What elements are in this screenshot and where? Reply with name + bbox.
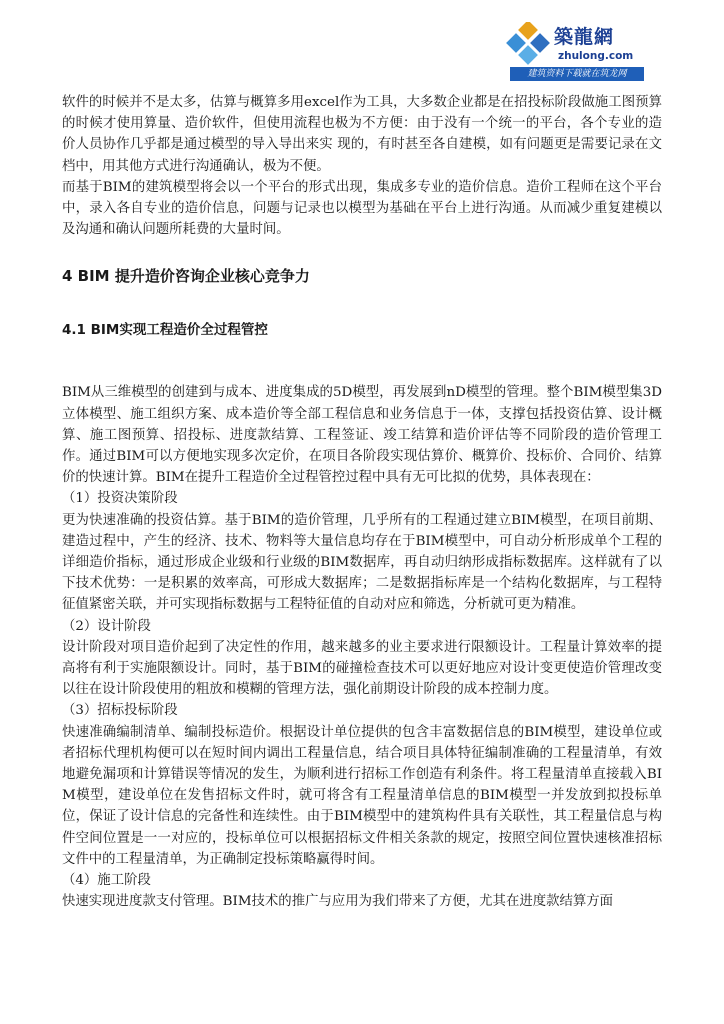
stage-text-4: 快速实现进度款支付管理。BIM技术的推广与应用为我们带来了方便，尤其在进度款结算方面 (62, 894, 614, 910)
site-logo (506, 20, 644, 84)
logo-name: 築龍網 (554, 26, 615, 48)
subsection-heading: 4.1 BIM实现工程造价全过程管控 (62, 322, 268, 339)
intro-paragraph-1: 软件的时候并不是太多，估算与概算多用excel作为工具，大多数企业都是在招投标阶段做施工图预算的时候才使用算量、造价软件，但使用流程也极为不方便：由于没有一个统一的平台，各个专业的造价人员协作几乎都是通过模型的导入导出来实 现的，有时甚至各自建模，如有问题更是需要记录在文档中，用其他方式进行沟通确认，极为不便。 (62, 95, 662, 174)
stage-text-2: 设计阶段对项目造价起到了决定性的作用，越来越多的业主要求进行限额设计。工程量计算效率的提高将有利于实施限额设计。同时，基于BIM的碰撞检查技术可以更好地应对设计变更使造价管理改变以往在设计阶段使用的粗放和模糊的管理方法，强化前期设计阶段的成本控制力度。 (62, 639, 662, 698)
stage-title-4: （4）施工阶段 (62, 873, 151, 889)
stage-title-3: （3）招标投标阶段 (62, 703, 178, 719)
document-body (62, 92, 662, 913)
logo-url: zhulong.com (558, 50, 634, 62)
stage-title-2: （2）设计阶段 (62, 618, 151, 634)
stage-text-1: 更为快速准确的投资估算。基于BIM的造价管理，几乎所有的工程通过建立BIM模型，在项目前期、建造过程中，产生的经济、技术、物料等大量信息均存在于BIM模型中，可自动分析形成单个工程的详细造价指标，通过形成企业级和行业级的BIM数据库，再自动归纳形成指标数据库。这样就有了以下技术优势：一是积累的效率高，可形成大数据库；二是数据指标库是一个结构化数据库，与工程特征值紧密关联，并可实现指标数据与工程特征值的自动对应和筛选，分析就可更为精准。 (62, 512, 662, 613)
zhulong-logo-icon (506, 22, 552, 68)
stage-title-1: （1）投资决策阶段 (62, 491, 178, 507)
logo-slogan: 建筑资料下载就在筑龙网 (510, 67, 644, 81)
stage-text-3: 快速准确编制清单、编制投标造价。根据设计单位提供的包含丰富数据信息的BIM模型，建设单位或者招标代理机构便可以在短时间内调出工程量信息，结合项目具体特征编制准确的工程量清单，有效地避免漏项和计算错误等情况的发生，为顺利进行招标工作创造有利条件。将工程量清单直接载入BIM模型，建设单位在发售招标文件时，就可将含有工程量清单信息的BIM模型一并发放到拟投标单位，保证了设计信息的完备性和连续性。由于BIM模型中的建筑构件具有关联性，其工程量信息与构件空间位置是一一对应的，投标单位可以根据招标文件相关条款的规定，按照空间位置快速核准招标文件中的工程量清单，为正确制定投标策略赢得时间。 (62, 724, 662, 867)
intro-paragraph-2: 而基于BIM的建筑模型将会以一个平台的形式出现，集成多专业的造价信息。造价工程师在这个平台中，录入各自专业的造价信息，问题与记录也以模型为基础在平台上进行沟通。从而减少重复建模以及沟通和确认问题所耗费的大量时间。 (62, 179, 662, 238)
section-heading: 4 BIM 提升造价咨询企业核心竞争力 (62, 267, 310, 286)
subsection-intro: BIM从三维模型的创建到与成本、进度集成的5D模型，再发展到nD模型的管理。整个BIM模型集3D立体模型、施工组织方案、成本造价等全部工程信息和业务信息于一体，支撑包括投资估算、设计概算、施工图预算、招投标、进度款结算、工程签证、竣工结算和造价评估等不同阶段的造价管理工作。通过BIM可以方便地实现多次定价，在项目各阶段实现估算价、概算价、投标价、合同价、结算价的快速计算。BIM在提升工程造价全过程管控过程中具有无可比拟的优势，具体表现在： (62, 385, 662, 486)
